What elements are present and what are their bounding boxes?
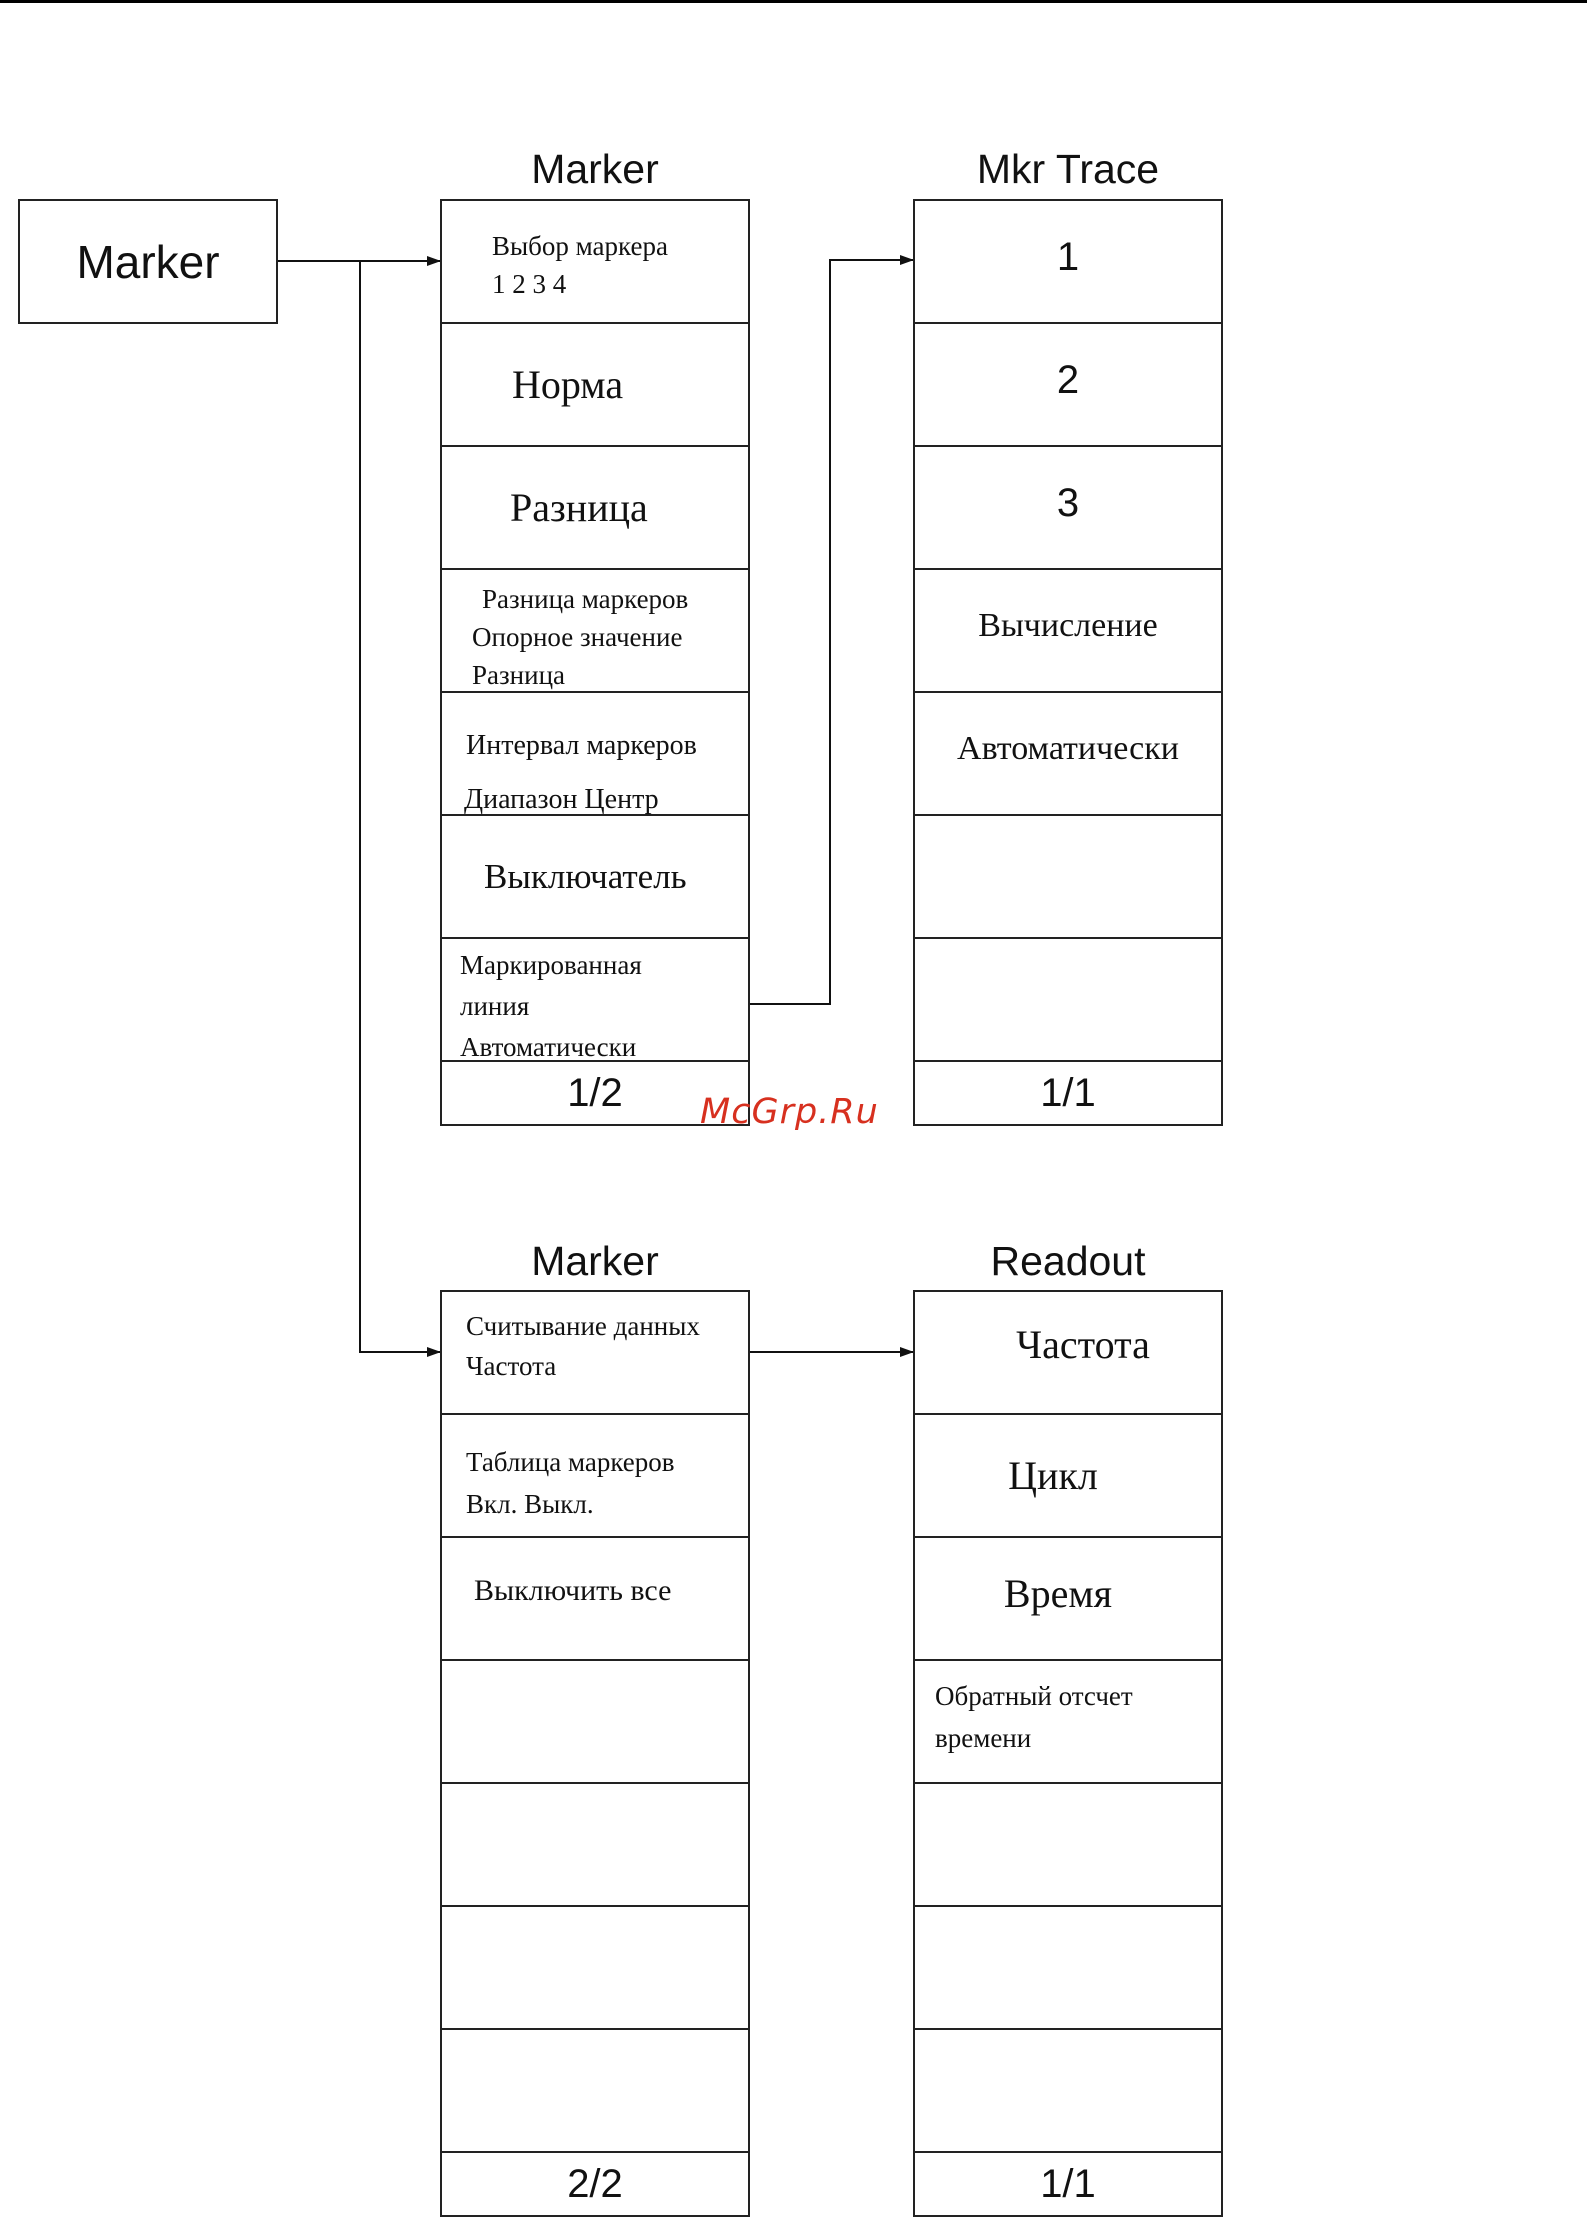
mkr-trace-menu	[913, 199, 1223, 1126]
softkey-option: Вкл. Выкл.	[466, 1489, 594, 1519]
softkey-empty	[442, 1784, 748, 1907]
softkey-trace-3[interactable]	[915, 447, 1221, 570]
page-indicator: 1/1	[1040, 1070, 1096, 1115]
softkey-label: линия	[460, 991, 530, 1021]
softkey-delta-pair[interactable]	[442, 570, 748, 693]
softkey-label: Вычисление	[978, 606, 1158, 644]
softkey-inverse-time[interactable]	[915, 1661, 1221, 1784]
marker-key[interactable]	[18, 199, 278, 324]
softkey-delta[interactable]	[442, 447, 748, 570]
arrow-root-to-marker2	[360, 261, 440, 1352]
softkey-option: Опорное значение	[472, 622, 683, 652]
softkey-label: Выключить все	[474, 1574, 672, 1607]
softkey-normal[interactable]	[442, 324, 748, 447]
marker-key-label: Marker	[76, 235, 220, 288]
softkey-readout[interactable]	[442, 1292, 748, 1415]
softkey-all-off[interactable]	[442, 1538, 748, 1661]
softkey-label: времени	[935, 1723, 1032, 1753]
page-indicator: 1/1	[1040, 2161, 1096, 2206]
marker-page1-menu	[440, 199, 750, 1126]
softkey-empty	[442, 1907, 748, 2030]
softkey-empty	[442, 1661, 748, 1784]
arrow-marker-line-to-mkr-trace	[722, 260, 913, 1004]
softkey-label: Время	[1003, 1571, 1113, 1616]
mkr-trace-title: Mkr Trace	[976, 146, 1160, 192]
readout-title: Readout	[990, 1238, 1146, 1284]
softkey-label: Автоматически	[957, 729, 1179, 767]
marker-page1-title: Marker	[531, 146, 659, 192]
softkey-marker-line[interactable]	[442, 939, 748, 1062]
softkey-label: Считывание данных	[466, 1311, 700, 1341]
softkey-off[interactable]	[442, 816, 748, 939]
softkey-empty	[915, 816, 1221, 939]
softkey-label: Обратный отсчет	[935, 1681, 1133, 1711]
softkey-option: Диапазон Центр	[464, 784, 659, 815]
softkey-label: Частота	[1016, 1322, 1150, 1367]
softkey-label: 1	[1056, 235, 1080, 279]
softkey-marker-table[interactable]	[442, 1415, 748, 1538]
softkey-label: Выключатель	[484, 856, 687, 896]
softkey-trace-2[interactable]	[915, 324, 1221, 447]
softkey-auto[interactable]	[915, 693, 1221, 816]
softkey-empty	[915, 1907, 1221, 2030]
softkey-period[interactable]	[915, 1415, 1221, 1538]
softkey-empty	[915, 1784, 1221, 1907]
softkey-math[interactable]	[915, 570, 1221, 693]
softkey-label: Норма	[512, 362, 624, 407]
watermark-text: McGrp.Ru	[700, 1092, 879, 1132]
softkey-label: Маркированная	[460, 950, 642, 980]
readout-menu	[913, 1290, 1223, 2217]
softkey-label: Интервал маркеров	[466, 730, 697, 761]
softkey-empty	[915, 2030, 1221, 2153]
softkey-marker-span[interactable]	[442, 693, 748, 816]
softkey-label: 2	[1056, 358, 1080, 402]
softkey-label: 3	[1056, 481, 1080, 525]
softkey-value: Частота	[466, 1351, 557, 1381]
softkey-empty	[915, 939, 1221, 1062]
softkey-empty	[442, 2030, 748, 2153]
softkey-label: Разница маркеров	[482, 584, 689, 614]
softkey-label: Разница	[510, 485, 648, 530]
marker-page2-title: Marker	[531, 1238, 659, 1284]
softkey-label: Цикл	[1008, 1453, 1098, 1498]
softkey-label: Таблица маркеров	[466, 1447, 675, 1477]
softkey-time[interactable]	[915, 1538, 1221, 1661]
softkey-value: 1 2 3 4	[492, 269, 567, 299]
softkey-option: Автоматически	[460, 1032, 637, 1062]
softkey-label: Выбор маркера	[492, 231, 668, 261]
softkey-option: Разница	[472, 660, 565, 690]
softkey-trace-1[interactable]	[915, 201, 1221, 324]
softkey-marker-select[interactable]	[442, 201, 748, 324]
marker-page2-menu	[440, 1290, 750, 2217]
page-indicator: 1/2	[567, 1070, 623, 1115]
softkey-frequency[interactable]	[915, 1292, 1221, 1415]
page-indicator: 2/2	[567, 2161, 623, 2206]
